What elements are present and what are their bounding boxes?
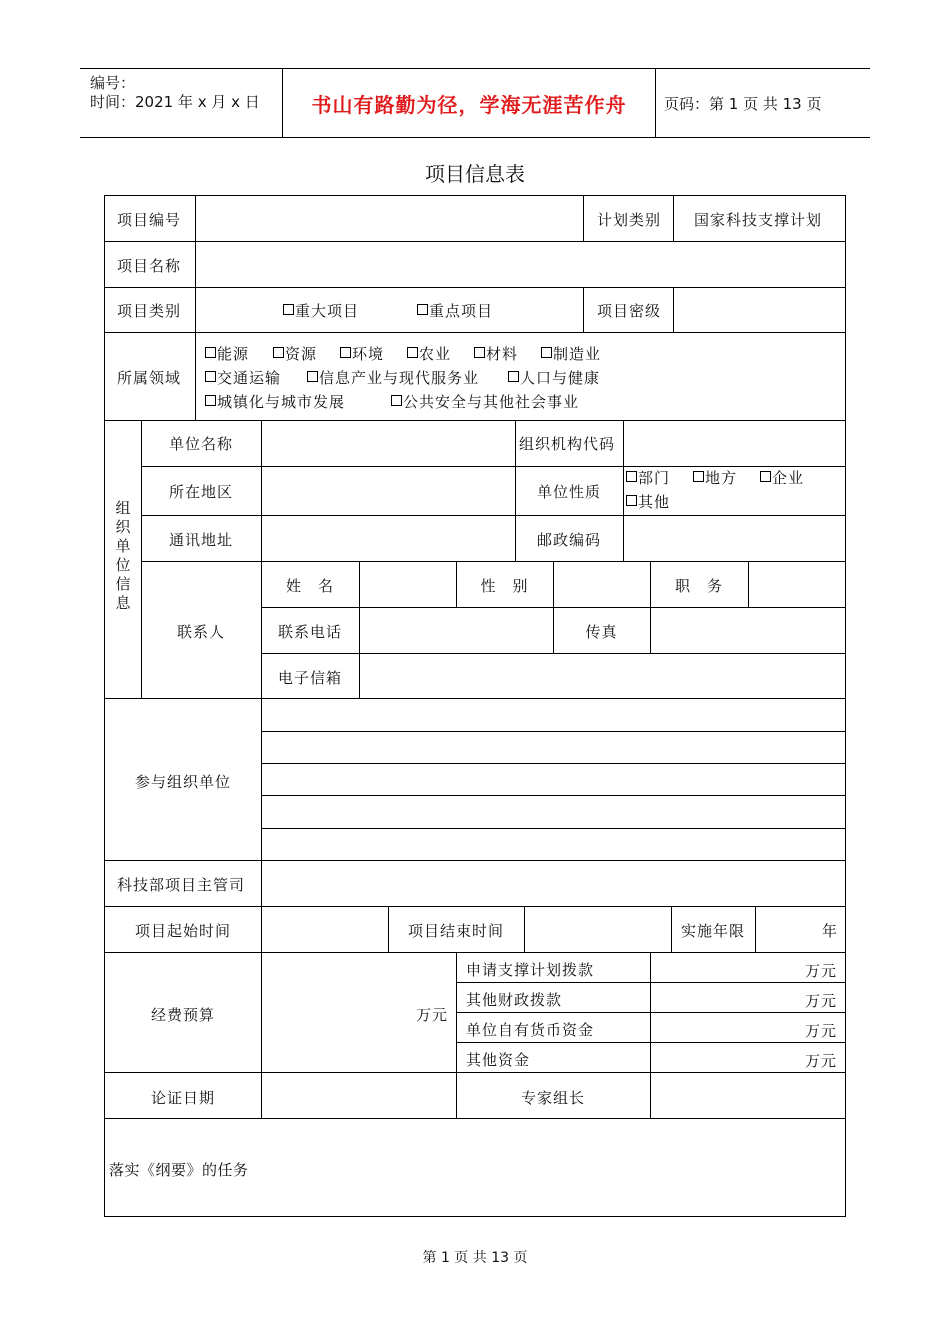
contact-label: 联系人 bbox=[177, 623, 226, 641]
domain-opt-environment[interactable] bbox=[340, 343, 384, 364]
email-label: 电子信箱 bbox=[277, 669, 342, 687]
motto: 书山有路勤为径，学海无涯苦作舟 bbox=[311, 92, 627, 117]
checkbox-icon bbox=[307, 371, 318, 382]
location-label: 所在地区 bbox=[169, 483, 234, 501]
domain-label: 所属领域 bbox=[117, 369, 182, 387]
nature-opt-department[interactable] bbox=[626, 467, 670, 488]
name-field[interactable] bbox=[361, 563, 455, 606]
domain-opt-transport[interactable] bbox=[205, 367, 281, 388]
org-code-field[interactable] bbox=[625, 422, 843, 465]
document-header bbox=[80, 68, 870, 138]
project-no-label: 项目编号 bbox=[117, 211, 182, 229]
row-divider bbox=[261, 763, 845, 764]
option-label: 环境 bbox=[352, 345, 385, 363]
checkbox-key-project[interactable] bbox=[417, 300, 493, 321]
checkbox-icon bbox=[508, 371, 519, 382]
expert-leader-label: 专家组长 bbox=[520, 1089, 585, 1107]
fund-item-label: 其他财政拨款 bbox=[466, 991, 563, 1009]
option-label: 农业 bbox=[419, 345, 452, 363]
checkbox-icon bbox=[626, 495, 637, 506]
phone-field[interactable] bbox=[361, 609, 551, 652]
fund-item-unit: 万元 bbox=[805, 1052, 838, 1070]
option-label: 制造业 bbox=[553, 345, 602, 363]
address-label: 通讯地址 bbox=[169, 531, 234, 549]
checkbox-icon bbox=[541, 347, 552, 358]
project-name-field[interactable] bbox=[197, 243, 843, 286]
row-divider bbox=[261, 828, 845, 829]
fund-item-label: 单位自有货币资金 bbox=[466, 1021, 595, 1039]
budget-unit: 万元 bbox=[416, 1006, 449, 1024]
col-divider bbox=[359, 561, 360, 698]
col-divider bbox=[583, 196, 584, 241]
ministry-dept-field[interactable] bbox=[263, 862, 843, 905]
row-divider bbox=[261, 653, 845, 654]
location-field[interactable] bbox=[263, 468, 513, 514]
duration-label: 实施年限 bbox=[680, 922, 745, 940]
option-label: 其他 bbox=[638, 493, 671, 511]
col-divider bbox=[195, 196, 196, 420]
page-footer: 第 1 页 共 13 页 bbox=[422, 1250, 528, 1266]
domain-opt-energy[interactable] bbox=[205, 343, 249, 364]
col-divider bbox=[673, 196, 674, 241]
row-divider bbox=[105, 420, 845, 421]
checkbox-icon bbox=[283, 304, 294, 315]
page-info: 页码：第 1 页 共 13 页 bbox=[664, 94, 822, 113]
header-meta bbox=[80, 69, 282, 137]
row-divider bbox=[105, 287, 845, 288]
address-field[interactable] bbox=[263, 517, 513, 560]
org-code-label: 组织机构代码 bbox=[519, 435, 616, 453]
fax-field[interactable] bbox=[652, 609, 843, 652]
postcode-field[interactable] bbox=[625, 517, 843, 560]
name-label: 姓 名 bbox=[285, 577, 334, 595]
tasks-label: 落实《纲要》的任务 bbox=[109, 1161, 249, 1179]
checkbox-icon bbox=[391, 395, 402, 406]
option-label: 公共安全与其他社会事业 bbox=[403, 393, 580, 411]
participants-label: 参与组织单位 bbox=[134, 773, 231, 791]
gender-label: 性 别 bbox=[480, 577, 529, 595]
row-divider bbox=[141, 515, 845, 516]
position-label: 职 务 bbox=[674, 577, 723, 595]
checkbox-icon bbox=[760, 471, 771, 482]
option-label: 企业 bbox=[772, 469, 805, 487]
col-divider bbox=[141, 420, 142, 698]
domain-opt-manufacturing[interactable] bbox=[541, 343, 601, 364]
option-label: 人口与健康 bbox=[520, 369, 601, 387]
year-unit: 年 bbox=[822, 922, 839, 940]
domain-opt-resources[interactable] bbox=[273, 343, 317, 364]
unit-name-label: 单位名称 bbox=[169, 435, 234, 453]
header-motto-cell bbox=[282, 69, 656, 137]
checkbox-icon bbox=[693, 471, 704, 482]
option-label: 地方 bbox=[705, 469, 738, 487]
security-field[interactable] bbox=[675, 289, 843, 331]
email-field[interactable] bbox=[361, 655, 843, 697]
option-label: 材料 bbox=[486, 345, 519, 363]
row-divider bbox=[105, 952, 845, 953]
row-divider bbox=[105, 906, 845, 907]
row-divider bbox=[261, 795, 845, 796]
checkbox-icon bbox=[474, 347, 485, 358]
start-time-field[interactable] bbox=[263, 908, 387, 951]
tasks-field[interactable] bbox=[263, 1120, 843, 1216]
option-label: 重大项目 bbox=[295, 302, 360, 320]
fund-item-unit: 万元 bbox=[805, 992, 838, 1010]
col-divider bbox=[623, 420, 624, 561]
checkbox-icon bbox=[205, 347, 216, 358]
row-divider bbox=[105, 1118, 845, 1119]
checkbox-icon bbox=[626, 471, 637, 482]
budget-label: 经费预算 bbox=[150, 1006, 215, 1024]
plan-type-value[interactable]: 国家科技支撑计划 bbox=[694, 211, 823, 229]
option-label: 部门 bbox=[638, 469, 671, 487]
end-time-label: 项目结束时间 bbox=[407, 922, 504, 940]
nature-opt-local[interactable] bbox=[693, 467, 737, 488]
option-label: 交通运输 bbox=[217, 369, 282, 387]
demo-date-label: 论证日期 bbox=[150, 1089, 215, 1107]
fund-item-label: 申请支撑计划拨款 bbox=[466, 961, 595, 979]
row-divider bbox=[105, 860, 845, 861]
domain-opt-public-safety[interactable] bbox=[391, 391, 579, 412]
nature-opt-enterprise[interactable] bbox=[760, 467, 804, 488]
unit-name-field[interactable] bbox=[263, 422, 513, 465]
nature-opt-other[interactable] bbox=[626, 491, 670, 512]
option-label: 能源 bbox=[217, 345, 250, 363]
project-category-label: 项目类别 bbox=[117, 302, 182, 320]
phone-label: 联系电话 bbox=[277, 623, 342, 641]
checkbox-icon bbox=[417, 304, 428, 315]
option-label: 城镇化与城市发展 bbox=[217, 393, 346, 411]
row-divider bbox=[141, 466, 845, 467]
col-divider bbox=[673, 287, 674, 332]
checkbox-icon bbox=[205, 395, 216, 406]
fund-item-unit: 万元 bbox=[805, 962, 838, 980]
row-divider bbox=[141, 561, 845, 562]
checkbox-icon bbox=[273, 347, 284, 358]
domain-opt-population-health[interactable] bbox=[508, 367, 600, 388]
gender-field[interactable] bbox=[555, 563, 649, 606]
fund-item-label: 其他资金 bbox=[466, 1051, 531, 1069]
col-divider bbox=[261, 420, 262, 1118]
col-divider bbox=[515, 420, 516, 561]
plan-type-label: 计划类别 bbox=[597, 211, 662, 229]
option-label: 资源 bbox=[285, 345, 318, 363]
fax-label: 传真 bbox=[585, 623, 618, 641]
option-label: 重点项目 bbox=[429, 302, 494, 320]
domain-opt-agriculture[interactable] bbox=[407, 343, 451, 364]
number-label: 编号： bbox=[90, 74, 136, 92]
unit-nature-label: 单位性质 bbox=[537, 483, 602, 501]
security-label: 项目密级 bbox=[597, 302, 662, 320]
demo-date-field[interactable] bbox=[263, 1074, 455, 1117]
domain-opt-materials[interactable] bbox=[474, 343, 518, 364]
checkbox-icon bbox=[205, 371, 216, 382]
col-divider bbox=[748, 561, 749, 607]
postcode-label: 邮政编码 bbox=[537, 531, 602, 549]
page-title: 项目信息表 bbox=[425, 162, 525, 186]
position-field[interactable] bbox=[750, 563, 843, 606]
col-divider bbox=[755, 906, 756, 952]
header-page-cell bbox=[656, 69, 870, 137]
col-divider bbox=[524, 906, 525, 952]
option-label: 信息产业与现代服务业 bbox=[319, 369, 480, 387]
domain-opt-info-industry[interactable] bbox=[307, 367, 479, 388]
project-name-label: 项目名称 bbox=[117, 257, 182, 275]
end-time-field[interactable] bbox=[526, 908, 670, 951]
col-divider bbox=[650, 952, 651, 1118]
project-no-field[interactable] bbox=[197, 197, 581, 240]
col-divider bbox=[583, 287, 584, 332]
org-info-label: 组织单位信息 bbox=[115, 499, 131, 612]
checkbox-major-project[interactable] bbox=[283, 300, 359, 321]
project-info-form bbox=[104, 195, 846, 1217]
fund-item-unit: 万元 bbox=[805, 1022, 838, 1040]
row-divider bbox=[261, 731, 845, 732]
row-divider bbox=[105, 241, 845, 242]
time-label: 时间：2021 年 x 月 x 日 bbox=[90, 93, 260, 111]
checkbox-icon bbox=[407, 347, 418, 358]
row-divider bbox=[105, 1072, 845, 1073]
expert-leader-field[interactable] bbox=[652, 1074, 843, 1117]
ministry-dept-label: 科技部项目主管司 bbox=[117, 876, 246, 894]
start-time-label: 项目起始时间 bbox=[134, 922, 231, 940]
checkbox-icon bbox=[340, 347, 351, 358]
row-divider bbox=[105, 698, 845, 699]
domain-opt-urbanization[interactable] bbox=[205, 391, 345, 412]
row-divider bbox=[105, 332, 845, 333]
